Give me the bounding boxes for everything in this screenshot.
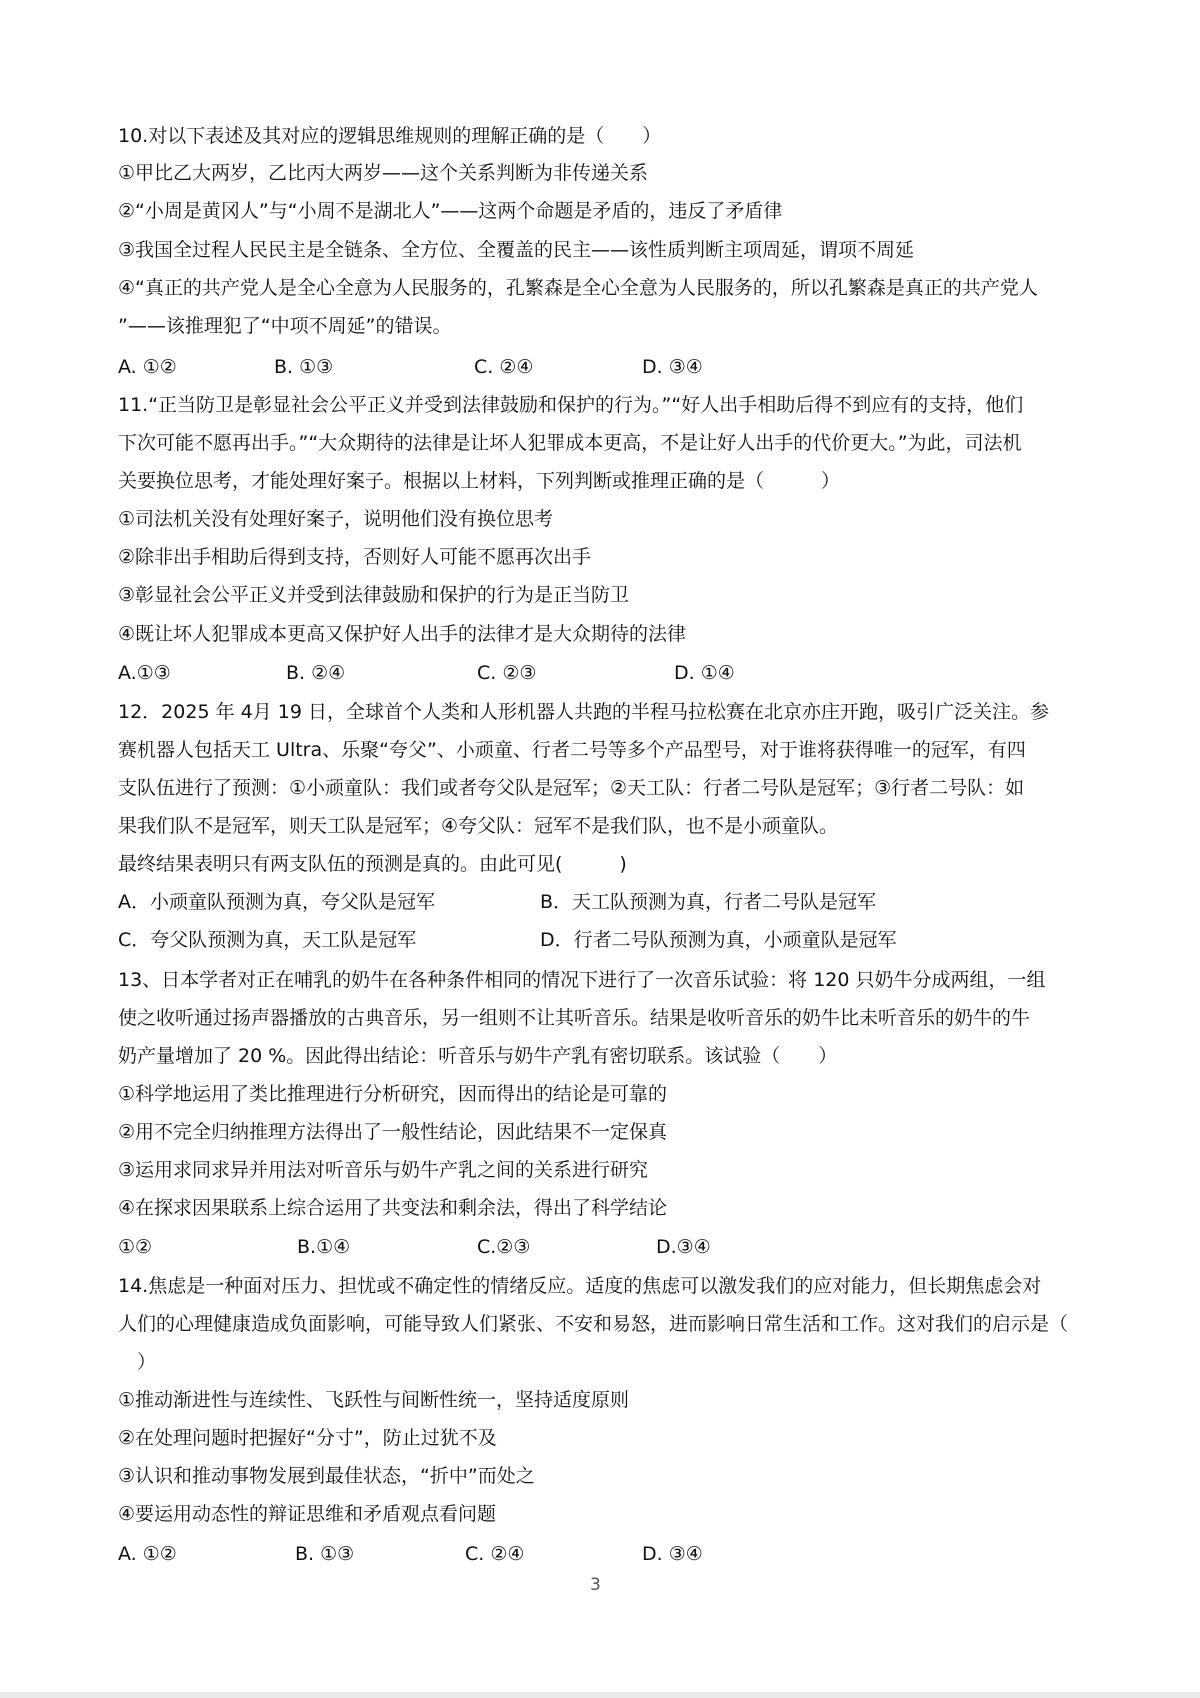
q14-item-3: ③认识和推动事物发展到最佳状态，“折中”而处之	[118, 1465, 535, 1487]
q13-option-b: B.①④	[297, 1236, 351, 1258]
q12-stem-line-4: 果我们队不是冠军，则天工队是冠军；④夸父队：冠军不是我们队，也不是小顽童队。	[118, 815, 839, 837]
q14-option-b: B. ①③	[295, 1543, 355, 1565]
q14-stem-line-3: ）	[118, 1351, 157, 1373]
q12-stem-line-5: 最终结果表明只有两支队伍的预测是真的。由此可见( )	[118, 853, 627, 875]
q10-item-4-cont: ”——该推理犯了“中项不周延”的错误。	[118, 315, 452, 337]
q13-item-4: ④在探求因果联系上综合运用了共变法和剩余法，得出了科学结论	[118, 1197, 668, 1219]
q10-item-2: ②“小周是黄冈人”与“小周不是湖北人”——这两个命题是矛盾的，违反了矛盾律	[118, 200, 783, 222]
q11-option-c: C. ②③	[477, 662, 537, 684]
q10-item-3: ③我国全过程人民民主是全链条、全方位、全覆盖的民主——该性质判断主项周延，谓项不周延	[118, 239, 915, 261]
q10-item-1: ①甲比乙大两岁，乙比丙大两岁——这个关系判断为非传递关系	[118, 162, 649, 184]
q11-item-3: ③彰显社会公平正义并受到法律鼓励和保护的行为是正当防卫	[118, 584, 630, 606]
q14-stem-line-1: 14.焦虑是一种面对压力、担忧或不确定性的情绪反应。适度的焦虑可以激发我们的应对能力，但长期焦虑会对	[118, 1275, 1042, 1297]
q10-option-d: D. ③④	[642, 356, 703, 378]
q11-option-b: B. ②④	[286, 662, 346, 684]
q10-option-b: B. ①③	[274, 356, 334, 378]
page-number: 3	[590, 1575, 601, 1595]
q14-option-d: D. ③④	[642, 1543, 703, 1565]
q13-stem-line-3: 奶产量增加了 20 %。因此得出结论：听音乐与奶牛产乳有密切联系。该试验（ ）	[118, 1045, 838, 1067]
q13-item-3: ③运用求同求异并用法对听音乐与奶牛产乳之间的关系进行研究	[118, 1159, 649, 1181]
q13-item-2: ②用不完全归纳推理方法得出了一般性结论，因此结果不一定保真	[118, 1121, 668, 1143]
q14-item-2: ②在处理问题时把握好“分寸”，防止过犹不及	[118, 1427, 497, 1449]
q13-option-c: C.②③	[477, 1236, 531, 1258]
q12-option-c: C．夸父队预测为真，天工队是冠军	[118, 929, 417, 951]
q12-option-a: A．小顽童队预测为真，夸父队是冠军	[118, 891, 435, 913]
q14-stem-line-2: 人们的心理健康造成负面影响，可能导致人们紧张、不安和易怒，进而影响日常生活和工作。这对我们的启示是（	[118, 1313, 1069, 1335]
q10-option-c: C. ②④	[474, 356, 534, 378]
q11-option-d: D. ①④	[674, 662, 735, 684]
q14-option-a: A. ①②	[118, 1543, 177, 1565]
q12-option-d: D．行者二号队预测为真，小顽童队是冠军	[540, 929, 897, 951]
q11-item-2: ②除非出手相助后得到支持，否则好人可能不愿再次出手	[118, 546, 592, 568]
q14-item-4: ④要运用动态性的辩证思维和矛盾观点看问题	[118, 1503, 497, 1525]
q14-item-1: ①推动渐进性与连续性、飞跃性与间断性统一，坚持适度原则	[118, 1389, 630, 1411]
q11-stem-line-2: 下次可能不愿再出手。”“大众期待的法律是让坏人犯罪成本更高，不是让好人出手的代价更大。”为此，司法机	[118, 432, 1022, 454]
q11-item-1: ①司法机关没有处理好案子，说明他们没有换位思考	[118, 508, 554, 530]
page-bottom-edge	[0, 1692, 1200, 1698]
q13-stem-line-1: 13、日本学者对正在哺乳的奶牛在各种条件相同的情况下进行了一次音乐试验：将 120 只奶牛分成两组，一组	[118, 969, 1046, 991]
q10-item-4: ④“真正的共产党人是全心全意为人民服务的，孔繁森是全心全意为人民服务的，所以孔繁森是真正的共产党人	[118, 277, 1038, 299]
q11-stem-line-1: 11.“正当防卫是彰显社会公平正义并受到法律鼓励和保护的行为。”“好人出手相助后得不到应有的支持，他们	[118, 394, 1024, 416]
q12-stem-line-3: 支队伍进行了预测：①小顽童队：我们或者夸父队是冠军；②天工队：行者二号队是冠军；③行者二号队：如	[118, 777, 1025, 799]
q10-stem: 10.对以下表述及其对应的逻辑思维规则的理解正确的是（ ）	[118, 125, 662, 147]
q11-item-4: ④既让坏人犯罪成本更高又保护好人出手的法律才是大众期待的法律	[118, 623, 687, 645]
q13-option-d: D.③④	[656, 1236, 711, 1258]
q12-stem-line-1: 12．2025 年 4月 19 日，全球首个人类和人形机器人共跑的半程马拉松赛在北京亦庄开跑，吸引广泛关注。参	[118, 701, 1049, 723]
q11-option-a: A.①③	[118, 662, 171, 684]
q13-stem-line-2: 使之收听通过扬声器播放的古典音乐，另一组则不让其听音乐。结果是收听音乐的奶牛比未听音乐的奶牛的牛	[118, 1007, 1031, 1029]
q13-option-a: ①②	[118, 1236, 153, 1258]
q12-option-b: B．天工队预测为真，行者二号队是冠军	[540, 891, 877, 913]
q13-item-1: ①科学地运用了类比推理进行分析研究，因而得出的结论是可靠的	[118, 1083, 668, 1105]
q12-stem-line-2: 赛机器人包括天工 Ultra、乐聚“夸父”、小顽童、行者二号等多个产品型号，对于谁将获得唯一的冠军，有四	[118, 739, 1026, 761]
q11-stem-line-3: 关要换位思考，才能处理好案子。根据以上材料，下列判断或推理正确的是（ ）	[118, 470, 841, 492]
q10-option-a: A. ①②	[118, 356, 177, 378]
q14-option-c: C. ②④	[465, 1543, 525, 1565]
